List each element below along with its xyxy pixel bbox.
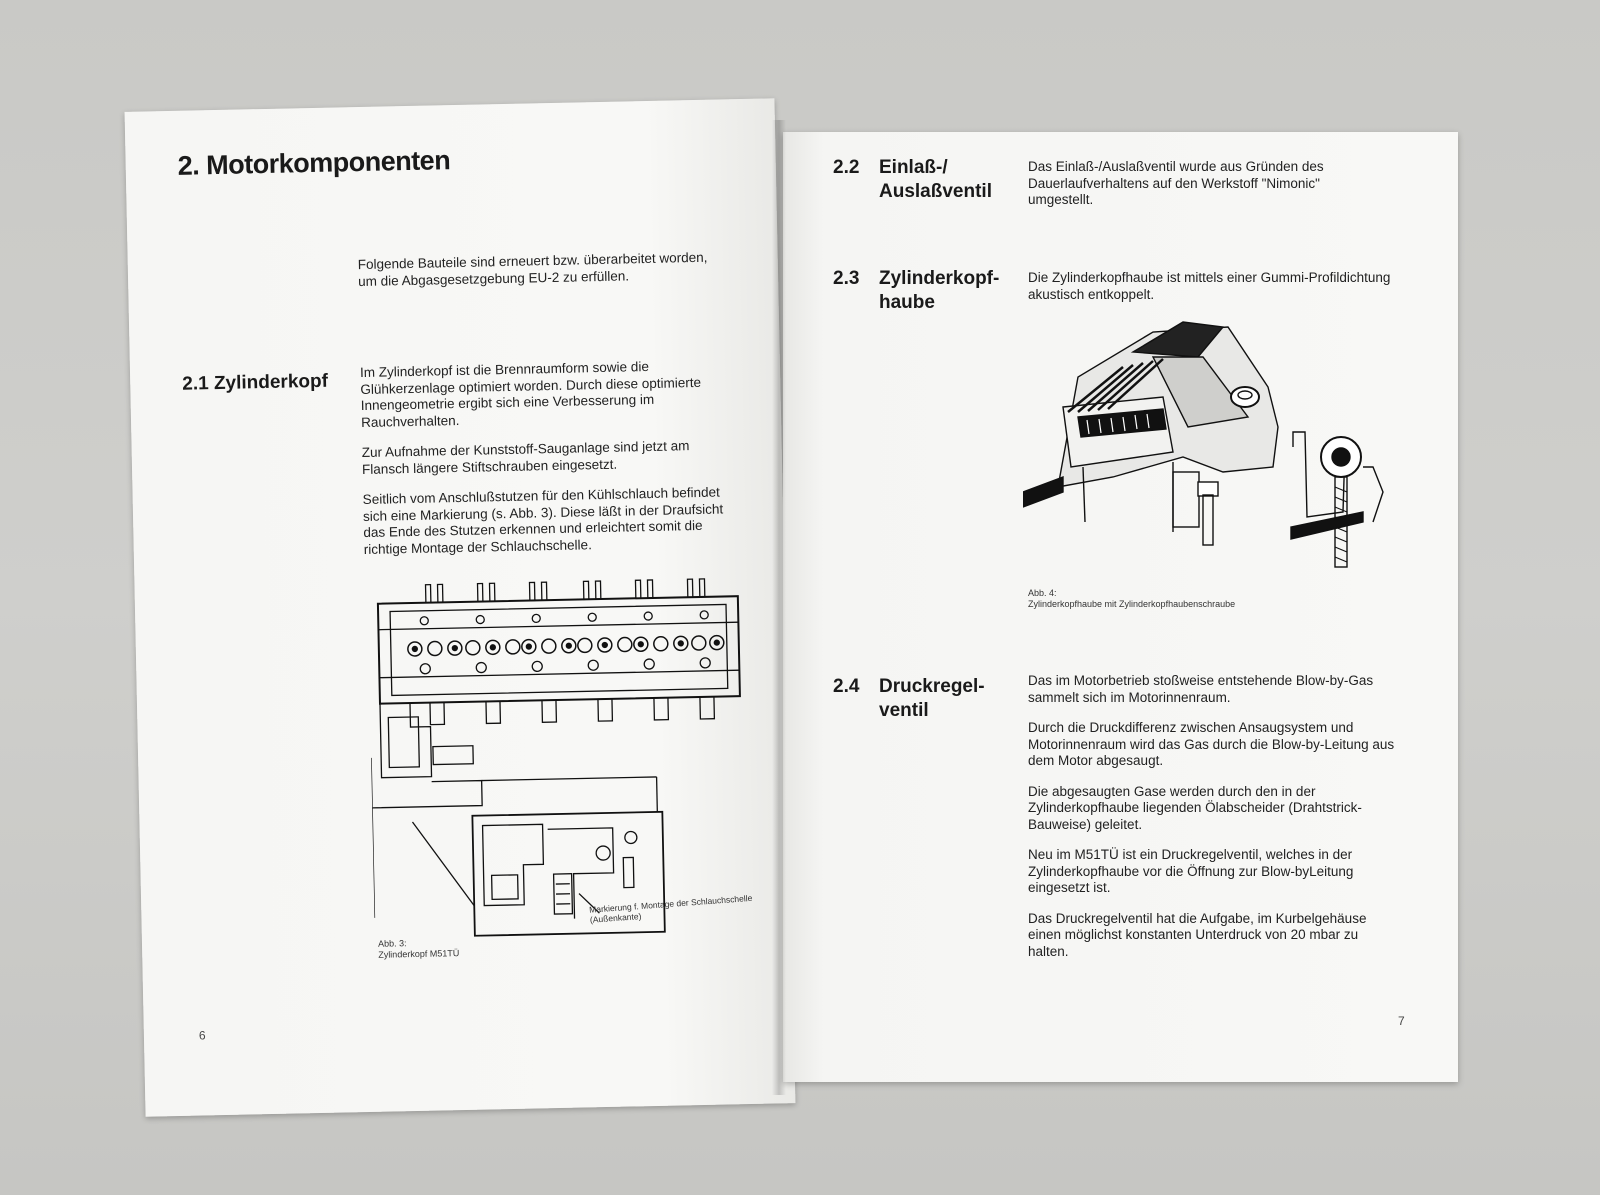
section-2-2-text: Das Einlaß-/Auslaßventil wurde aus Gründen des Dauerlaufverhaltens auf den Werkstoff "Nimonic" umgestellt. — [1028, 159, 1324, 207]
section-2-3-number: 2.3 — [833, 268, 860, 289]
section-2-4-title-line2: ventil — [879, 700, 929, 721]
cylinder-head-drawing — [366, 569, 756, 944]
page-number-right: 7 — [1398, 1014, 1405, 1028]
section-2-1-paragraph: Im Zylinderkopf ist die Brennraumform sowie die Glühkerzenlage optimiert worden. Durch diese optimierte Innengeometrie ergibt sich eine Verbesserung im Rauchverhalten. — [359, 358, 702, 430]
figure-4-caption-label: Abb. 4: — [1028, 588, 1057, 598]
section-2-3-title: Zylinderkopf- — [879, 268, 1000, 289]
section-2-2-title: Einlaß-/ — [879, 157, 948, 178]
right-page — [783, 132, 1458, 1082]
section-2-2-number: 2.2 — [833, 157, 860, 178]
section-2-2-heading — [833, 156, 992, 204]
section-2-4-title: Druckregel- — [879, 676, 985, 697]
section-2-4-paragraph: Die abgesaugten Gase werden durch den in der Zylinderkopfhaube liegenden Ölabscheider (Drahtstrick-Bauweise) geleitet. — [1028, 783, 1362, 832]
intro-text: Folgende Bauteile sind erneuert bzw. überarbeitet worden, um die Abgasgesetzgebung EU-2 zu erfüllen. — [357, 249, 708, 289]
section-2-3-heading — [833, 267, 999, 315]
section-2-4-paragraph: Das Druckregelventil hat die Aufgabe, im Kurbelgehäuse einen möglichst konstanten Unterdruck von 20 mbar zu halten. — [1028, 910, 1367, 959]
cylinder-head-cover-drawing — [1023, 317, 1403, 582]
section-2-3-text: Die Zylinderkopfhaube ist mittels einer Gummi-Profildichtung akustisch entkoppelt. — [1028, 270, 1391, 302]
chapter-title: 2. Motorkomponenten — [177, 145, 451, 181]
page-number-left: 6 — [198, 1028, 206, 1043]
figure-4-caption — [1028, 588, 1235, 610]
section-2-4-body — [1028, 673, 1398, 974]
figure-4-caption-text: Zylinderkopfhaube mit Zylinderkopfhaubenschraube — [1028, 599, 1236, 609]
figure-3-callout: Markierung f. Montage der Schlauchschelle (Außenkante) — [588, 892, 753, 925]
book-spine-shadow — [772, 120, 786, 1095]
section-2-2-title-line2: Auslaßventil — [879, 181, 992, 202]
section-2-4-number: 2.4 — [833, 676, 860, 697]
section-2-3-title-line2: haube — [879, 292, 935, 313]
section-2-4-paragraph: Neu im M51TÜ ist ein Druckregelventil, welches in der Zylinderkopfhaube vor die Öffnung zur Blow-byLeitung eingesetzt ist. — [1028, 847, 1354, 895]
figure-3-caption-label: Abb. 3: — [377, 938, 407, 949]
section-2-4-heading — [833, 675, 985, 723]
section-2-4-paragraph: Durch die Druckdifferenz zwischen Ansaugsystem und Motorinnenraum wird das Gas durch die Blow-by-Leitung aus dem Motor abgesaugt. — [1028, 720, 1395, 768]
section-2-1-paragraph: Zur Aufnahme der Kunststoff-Sauganlage sind jetzt am Flansch längere Stiftschrauben eingesetzt. — [361, 438, 690, 477]
section-2-1-body — [360, 357, 734, 572]
section-2-1-paragraph: Seitlich vom Anschlußstutzen für den Kühlschlauch befindet sich eine Markierung (s. Abb. 3). Diese läßt in der Draufsicht das Ende des Stutzen erkennen und erleichtert somit die richtige Montage der Schlauchschelle. — [362, 484, 724, 557]
section-2-4-paragraph: Das im Motorbetrieb stoßweise entstehende Blow-by-Gas sammelt sich im Motorinnenraum. — [1028, 673, 1374, 705]
figure-3-caption — [378, 937, 459, 961]
section-2-1-heading: 2.1 Zylinderkopf — [182, 370, 329, 395]
left-page — [125, 98, 796, 1116]
figure-3-caption-text: Zylinderkopf M51TÜ — [378, 948, 460, 960]
